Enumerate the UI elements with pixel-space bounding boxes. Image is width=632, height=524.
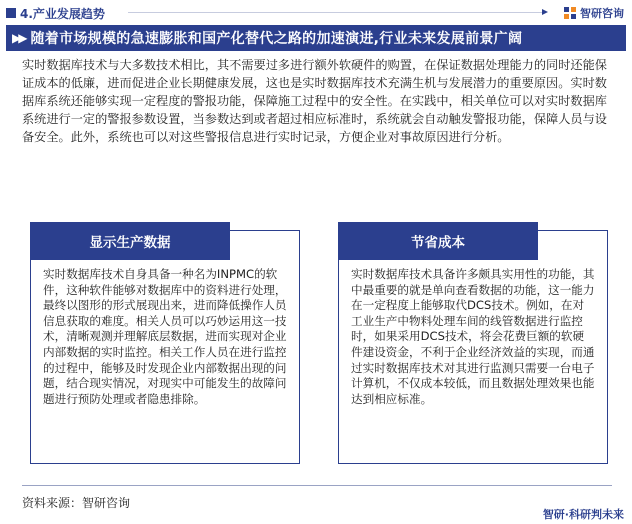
panel-cost-saving [338,230,608,464]
title-banner [6,25,626,51]
chevron-right-icon: ▶▶ [12,31,25,45]
panel-production-data [30,230,300,464]
banner-title: 随着市场规模的急速膨胀和国产化替代之路的加速演进,行业未来发展前景广阔 [30,31,523,47]
footer-brand: 智研·科研判未来 [542,508,624,521]
panel-body: 实时数据库技术具备许多颇具实用性的功能，其中最重要的就是单向查看数据的功能，这一能力在一定程度上能够取代DCS技术。例如，在对工业生产中物料处理车间的线管数据进行监控时，如果采用DCS技术，将会花费巨额的软硬件建设资金，不利于企业经济效益的实现，而通过实时数据库技术对其进行监测只需要一台电子计算机，不仅成本较低，而且数据处理效果也能达到相应标准。 [351,267,595,406]
section-tag-label: 4.产业发展趋势 [20,6,105,21]
brand-logo-icon [563,6,577,20]
panel-title: 显示生产数据 [30,222,230,260]
section-square-icon [6,8,16,18]
intro-paragraph: 实时数据库技术与大多数技术相比，其不需要过多进行额外软硬件的购置，在保证数据处理能力的同时还能保证成本的低廉，进而促进企业长期健康发展，这也是实时数据库技术充满生机与发展潜力的重要原因。实时数据库系统还能够实现一定程度的警报功能，保障施工过程中的安全性。在实践中，相关单位可以对实时数据库系统进行一定的警报参数设置，当参数达到或者超过相应标准时，系统就会自动触发警报功能，保障人员与设备安全。此外，系统也可以对这些警报信息进行实时记录，方便企业对事故原因进行分析。 [22,58,607,144]
brand-name: 智研咨询 [580,7,624,20]
section-tag [6,4,105,22]
panel-body: 实时数据库技术自身具备一种名为INPMC的软件，这种软件能够对数据库中的资料进行处理，最终以图形的形式展现出来，进而降低操作人员信息获取的难度。相关人员可以巧妙运用这一技术，清晰观测并理解底层数据，进而实现对企业内部数据的实时监控。相关工作人员在进行监控的过程中，能够及时发现企业内部数据出现的问题，结合现实情况，对现实中可能发生的故障问题进行预防处理或者隐患排除。 [43,267,287,406]
top-bar [0,0,632,24]
top-divider [128,12,546,13]
source-divider [22,485,612,486]
source-note: 资料来源：智研咨询 [22,496,131,510]
panel-title: 节省成本 [338,222,538,260]
brand [563,5,624,21]
